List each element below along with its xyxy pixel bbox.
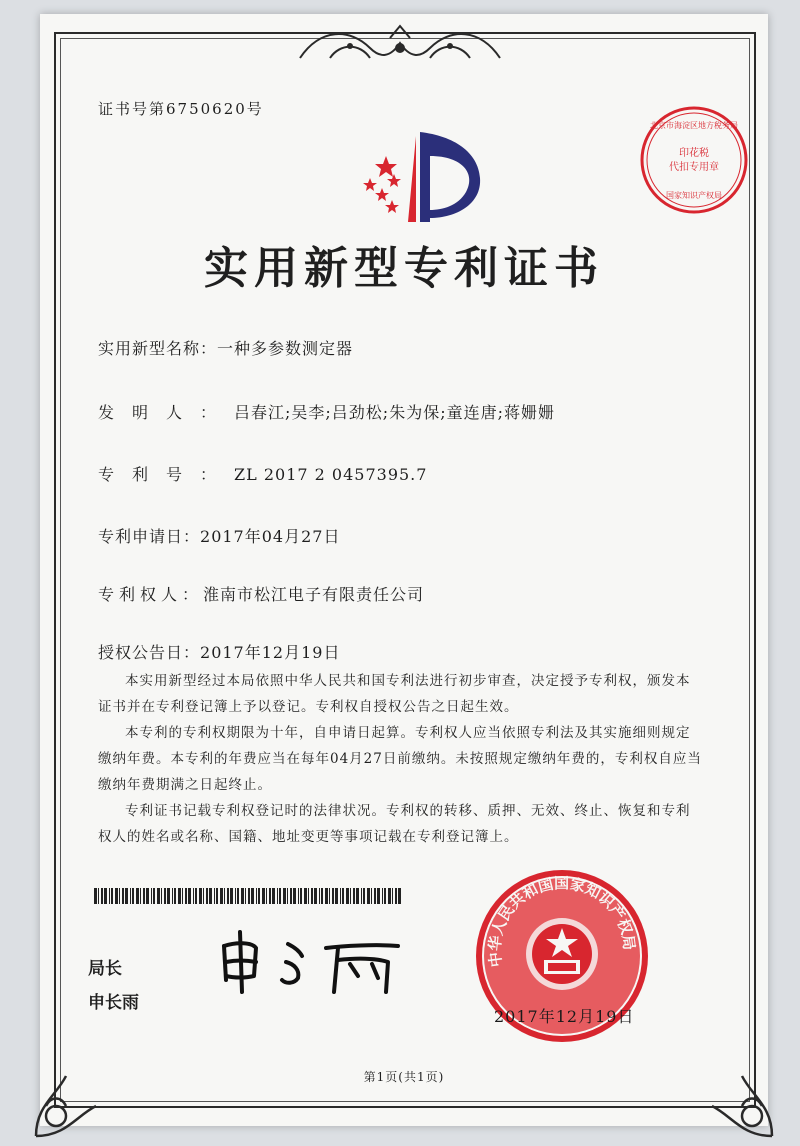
- body-paragraph: 本实用新型经过本局依照中华人民共和国专利法进行初步审查，决定授予专利权，颁发本证书并在专利登记簿上予以登记。专利权自授权公告之日起生效。: [98, 673, 691, 715]
- patent-number-row: [98, 462, 427, 485]
- field-label: 授权公告日：: [98, 643, 201, 662]
- svg-text:北京市海淀区地方税务局: 北京市海淀区地方税务局: [650, 121, 738, 130]
- field-label: 发明人：: [98, 403, 235, 422]
- svg-text:国家知识产权局: 国家知识产权局: [666, 191, 722, 200]
- director-signature: [216, 926, 406, 1000]
- certificate-number: 证书号第6750620号: [98, 100, 264, 118]
- director-block: [88, 952, 139, 1020]
- body-paragraph: 专利证书记载专利权登记时的法律状况。专利权的转移、质押、无效、终止、恢复和专利权人的姓名或名称、国籍、地址变更等事项记载在专利登记簿上。: [98, 803, 691, 845]
- tax-stamp: [638, 104, 750, 220]
- field-value: 2017年12月19日: [200, 643, 341, 662]
- patent-office-emblem-icon: [358, 126, 488, 230]
- certificate-page: [40, 14, 768, 1126]
- field-value: ZL 2017 2 0457395.7: [234, 465, 428, 484]
- field-label: 专利号：: [98, 465, 235, 484]
- application-date-row: [98, 524, 340, 547]
- body-paragraph: 本专利的专利权期限为十年，自申请日起算。专利权人应当依照专利法及其实施细则规定缴纳年费。本专利的年费应当在每年04月27日前缴纳。未按照规定缴纳年费的，专利权自应当缴纳年费期满之日起终止。: [98, 725, 702, 793]
- director-name: 申长雨: [88, 993, 139, 1013]
- seal-date: 2017年12月19日: [494, 1007, 635, 1026]
- svg-text:代扣专用章: 代扣专用章: [669, 162, 719, 173]
- grant-date-row: [98, 640, 340, 663]
- top-ornament-icon: [290, 18, 510, 78]
- field-value: 吕春江;吴李;吕劲松;朱为保;童连唐;蒋姗姗: [234, 403, 555, 422]
- svg-text:印花税: 印花税: [679, 148, 709, 159]
- certificate-title: 实用新型专利证书: [204, 243, 604, 294]
- inventor-row: [98, 400, 555, 423]
- field-label: 专利申请日：: [98, 527, 201, 546]
- patent-holder-row: [98, 582, 424, 605]
- seal-text: 中华人民共和国国家知识产权局: [485, 874, 639, 969]
- utility-model-name-row: [98, 336, 353, 359]
- certificate-body: [98, 668, 702, 850]
- barcode: [94, 888, 404, 908]
- field-label: 专利权人：: [98, 585, 204, 604]
- field-value: 2017年04月27日: [200, 527, 341, 546]
- field-label: 实用新型名称：: [98, 339, 218, 358]
- field-value: 一种多参数测定器: [217, 339, 354, 358]
- page-number: 第1页(共1页): [363, 1070, 445, 1084]
- field-value: 淮南市松江电子有限责任公司: [203, 585, 425, 604]
- director-title: 局长: [88, 959, 122, 979]
